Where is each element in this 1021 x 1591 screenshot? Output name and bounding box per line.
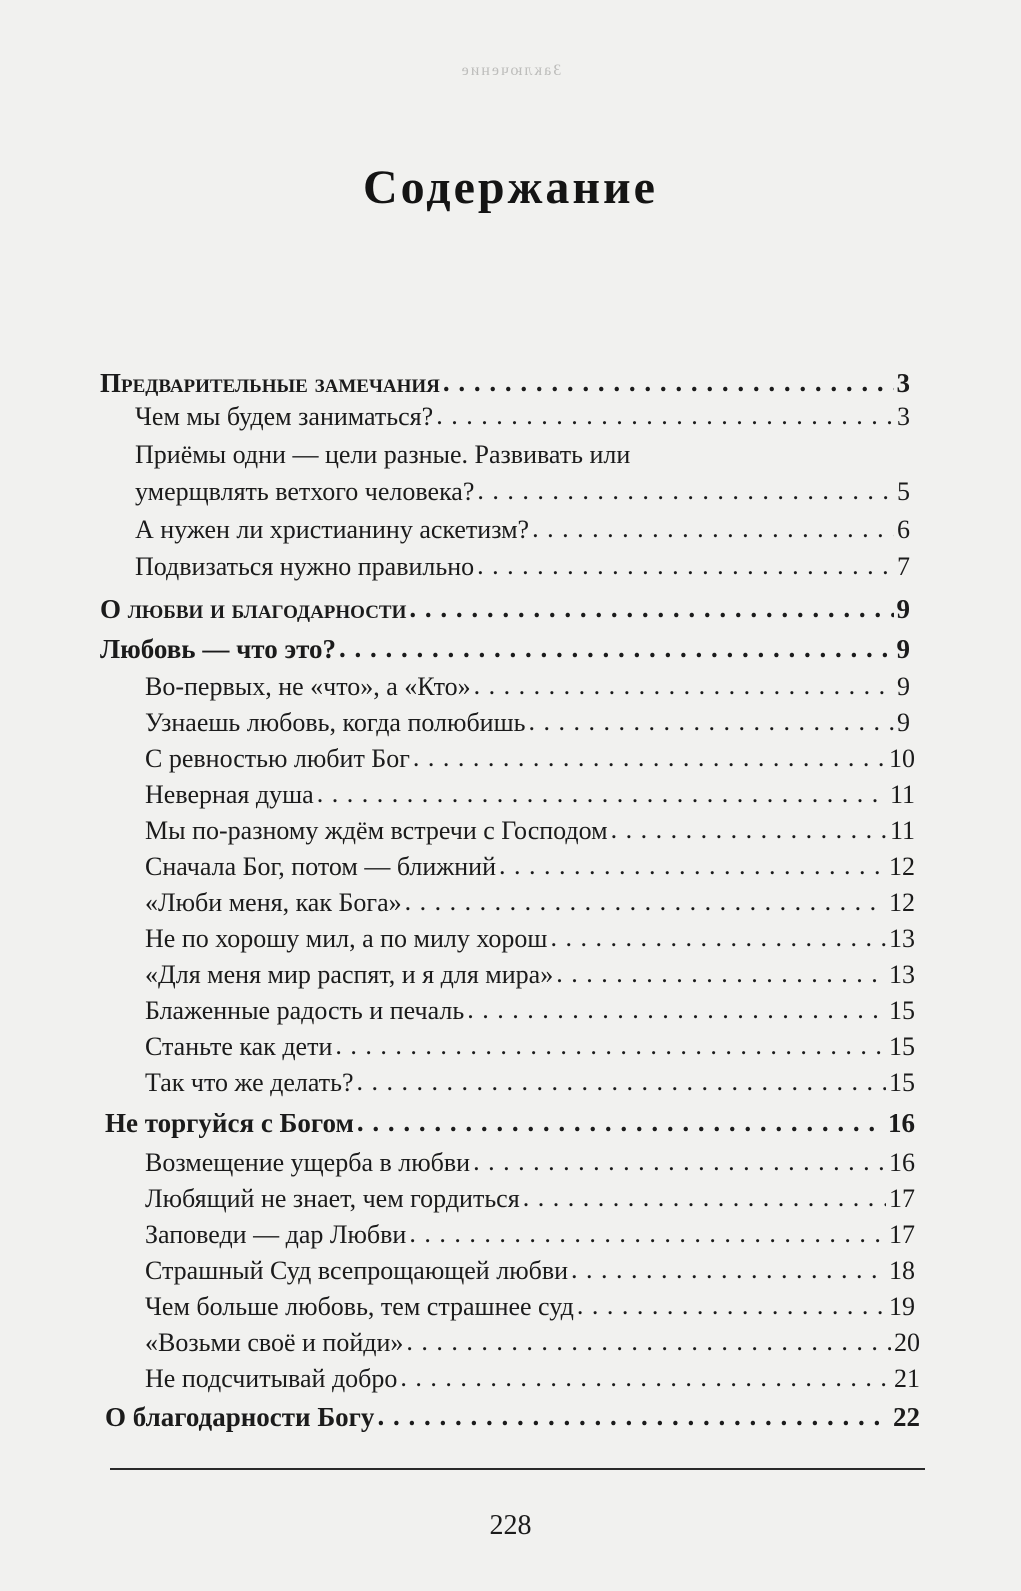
dot-leader bbox=[436, 401, 894, 431]
toc-entry-title: Любовь — что это? bbox=[100, 634, 337, 664]
toc-subsection bbox=[145, 888, 915, 918]
toc-entry-title: Так что же делать? bbox=[145, 1068, 354, 1097]
dot-leader bbox=[409, 1219, 886, 1249]
toc-entry-title: Чем больше любовь, тем страшнее суд bbox=[145, 1292, 574, 1321]
toc-entry-title: умерщвлять ветхого человека? bbox=[135, 477, 475, 506]
toc-entry-title: Не торгуйся с Богом bbox=[105, 1108, 354, 1138]
dot-leader bbox=[474, 671, 894, 701]
toc-entry-title: Неверная душа bbox=[145, 780, 314, 809]
toc-page-number: 15 bbox=[889, 1068, 915, 1097]
toc-subsection bbox=[145, 780, 915, 810]
toc-subsection bbox=[145, 708, 910, 738]
toc-entry-title: О любви и благодарности bbox=[100, 594, 407, 624]
toc-page-number: 16 bbox=[889, 1148, 915, 1177]
toc-entry-title: Заповеди — дар Любви bbox=[145, 1220, 407, 1249]
toc-subsection bbox=[145, 1068, 915, 1098]
toc-subsection bbox=[145, 744, 915, 774]
dot-leader bbox=[467, 995, 886, 1025]
toc-page-number: 17 bbox=[889, 1184, 915, 1213]
toc-entry-title: Любящий не знает, чем гордиться bbox=[145, 1184, 520, 1213]
toc-subsection bbox=[145, 1220, 915, 1250]
toc-subsection bbox=[145, 1256, 915, 1286]
toc-entry-title: Сначала Бог, потом — ближний bbox=[145, 852, 496, 881]
toc-page-number: 13 bbox=[889, 960, 915, 989]
toc-subsection bbox=[135, 477, 910, 507]
dot-leader bbox=[473, 1147, 886, 1177]
toc-page-number: 12 bbox=[889, 852, 915, 881]
toc-entry-title: С ревностью любит Бог bbox=[145, 744, 410, 773]
dot-leader bbox=[413, 743, 886, 773]
toc-entry-title: Блаженные радость и печаль bbox=[145, 996, 465, 1025]
dot-leader bbox=[523, 1183, 886, 1213]
toc-subsection bbox=[145, 852, 915, 882]
toc-section bbox=[105, 1108, 915, 1139]
toc-subsection bbox=[145, 1328, 920, 1358]
toc-section bbox=[100, 634, 910, 665]
toc-page-number: 15 bbox=[889, 996, 915, 1025]
toc-entry-title: «Люби меня, как Бога» bbox=[145, 888, 402, 917]
toc-section bbox=[100, 594, 910, 625]
dot-leader bbox=[409, 593, 893, 624]
toc-page-number: 5 bbox=[897, 477, 910, 506]
toc-page-number: 3 bbox=[897, 402, 910, 431]
toc-entry-title: Возмещение ущерба в любви bbox=[145, 1148, 471, 1177]
toc-subsection bbox=[145, 1032, 915, 1062]
toc-subsection bbox=[145, 1364, 920, 1394]
dot-leader bbox=[477, 551, 894, 581]
toc-entry-title: А нужен ли христианину аскетизм? bbox=[135, 515, 530, 544]
toc-page-number: 3 bbox=[896, 368, 910, 398]
dot-leader bbox=[357, 1107, 885, 1138]
dot-leader bbox=[550, 923, 886, 953]
dot-leader bbox=[577, 1291, 886, 1321]
dot-leader bbox=[528, 707, 894, 737]
toc-subsection bbox=[145, 1148, 915, 1178]
dot-leader bbox=[339, 633, 893, 664]
dot-leader bbox=[443, 367, 894, 398]
dot-leader bbox=[400, 1363, 891, 1393]
toc-page-number: 15 bbox=[889, 1032, 915, 1061]
toc-subsection bbox=[135, 552, 910, 582]
page-number: 228 bbox=[489, 1510, 532, 1541]
footer-divider bbox=[110, 1468, 925, 1470]
toc-entry-title: Предварительные замечания bbox=[100, 368, 440, 398]
page-title: Содержание bbox=[363, 161, 658, 214]
toc-subsection bbox=[145, 672, 910, 702]
toc-subsection bbox=[135, 515, 910, 545]
dot-leader bbox=[611, 815, 887, 845]
toc-section bbox=[105, 1402, 920, 1433]
toc-section bbox=[100, 368, 910, 399]
toc-entry-title: Страшный Суд всепрощающей любви bbox=[145, 1256, 569, 1285]
toc-subsection bbox=[145, 960, 915, 990]
toc-page-number: 11 bbox=[889, 780, 915, 809]
toc-subsection-line bbox=[135, 440, 910, 470]
toc-page-number: 9 bbox=[896, 634, 910, 664]
toc-page-number: 16 bbox=[888, 1108, 915, 1138]
toc-page-number: 21 bbox=[894, 1364, 920, 1393]
toc-page-number: 18 bbox=[889, 1256, 915, 1285]
dot-leader bbox=[571, 1255, 886, 1285]
toc-page-number: 9 bbox=[897, 672, 910, 701]
dot-leader bbox=[499, 851, 886, 881]
toc-entry-title: Не подсчитывай добро bbox=[145, 1364, 398, 1393]
toc-page-number: 7 bbox=[897, 552, 910, 581]
toc-page-number: 9 bbox=[897, 708, 910, 737]
dot-leader bbox=[357, 1067, 886, 1097]
toc-entry-title: Во-первых, не «что», а «Кто» bbox=[145, 672, 471, 701]
toc-entry-title: Не по хорошу мил, а по милу хорош bbox=[145, 924, 548, 953]
toc-entry-title: «Возьми своё и пойди» bbox=[145, 1328, 404, 1357]
toc-page-number: 22 bbox=[893, 1402, 920, 1432]
toc-subsection bbox=[145, 1292, 915, 1322]
dot-leader bbox=[317, 779, 887, 809]
toc-page-number: 11 bbox=[889, 816, 915, 845]
toc-page-number: 17 bbox=[889, 1220, 915, 1249]
toc-subsection bbox=[145, 996, 915, 1026]
toc-subsection bbox=[145, 924, 915, 954]
toc-entry-title: «Для меня мир распят, и я для мира» bbox=[145, 960, 554, 989]
toc-page-number: 13 bbox=[889, 924, 915, 953]
dot-leader bbox=[556, 959, 886, 989]
dot-leader bbox=[377, 1401, 890, 1432]
toc-entry-title: Узнаешь любовь, когда полюбишь bbox=[145, 708, 526, 737]
toc-subsection bbox=[135, 402, 910, 432]
dot-leader bbox=[335, 1031, 886, 1061]
toc-subsection bbox=[145, 816, 915, 846]
toc-entry-title: Приёмы одни — цели разные. Развивать или bbox=[135, 440, 631, 469]
dot-leader bbox=[406, 1327, 891, 1357]
toc-page-number: 9 bbox=[896, 594, 910, 624]
toc-page-number: 10 bbox=[889, 744, 915, 773]
toc-page-number: 19 bbox=[889, 1292, 915, 1321]
dot-leader bbox=[477, 476, 894, 506]
toc-page-number: 20 bbox=[894, 1328, 920, 1357]
toc-entry-title: Мы по-разному ждём встречи с Господом bbox=[145, 816, 608, 845]
toc-entry-title: Подвизаться нужно правильно bbox=[135, 552, 475, 581]
dot-leader bbox=[532, 514, 894, 544]
toc-page-number: 12 bbox=[889, 888, 915, 917]
running-head: Заключение bbox=[459, 62, 562, 79]
toc-entry-title: О благодарности Богу bbox=[105, 1402, 375, 1432]
dot-leader bbox=[405, 887, 886, 917]
toc-subsection bbox=[145, 1184, 915, 1214]
toc-entry-title: Станьте как дети bbox=[145, 1032, 333, 1061]
toc-entry-title: Чем мы будем заниматься? bbox=[135, 402, 434, 431]
toc-page-number: 6 bbox=[897, 515, 910, 544]
